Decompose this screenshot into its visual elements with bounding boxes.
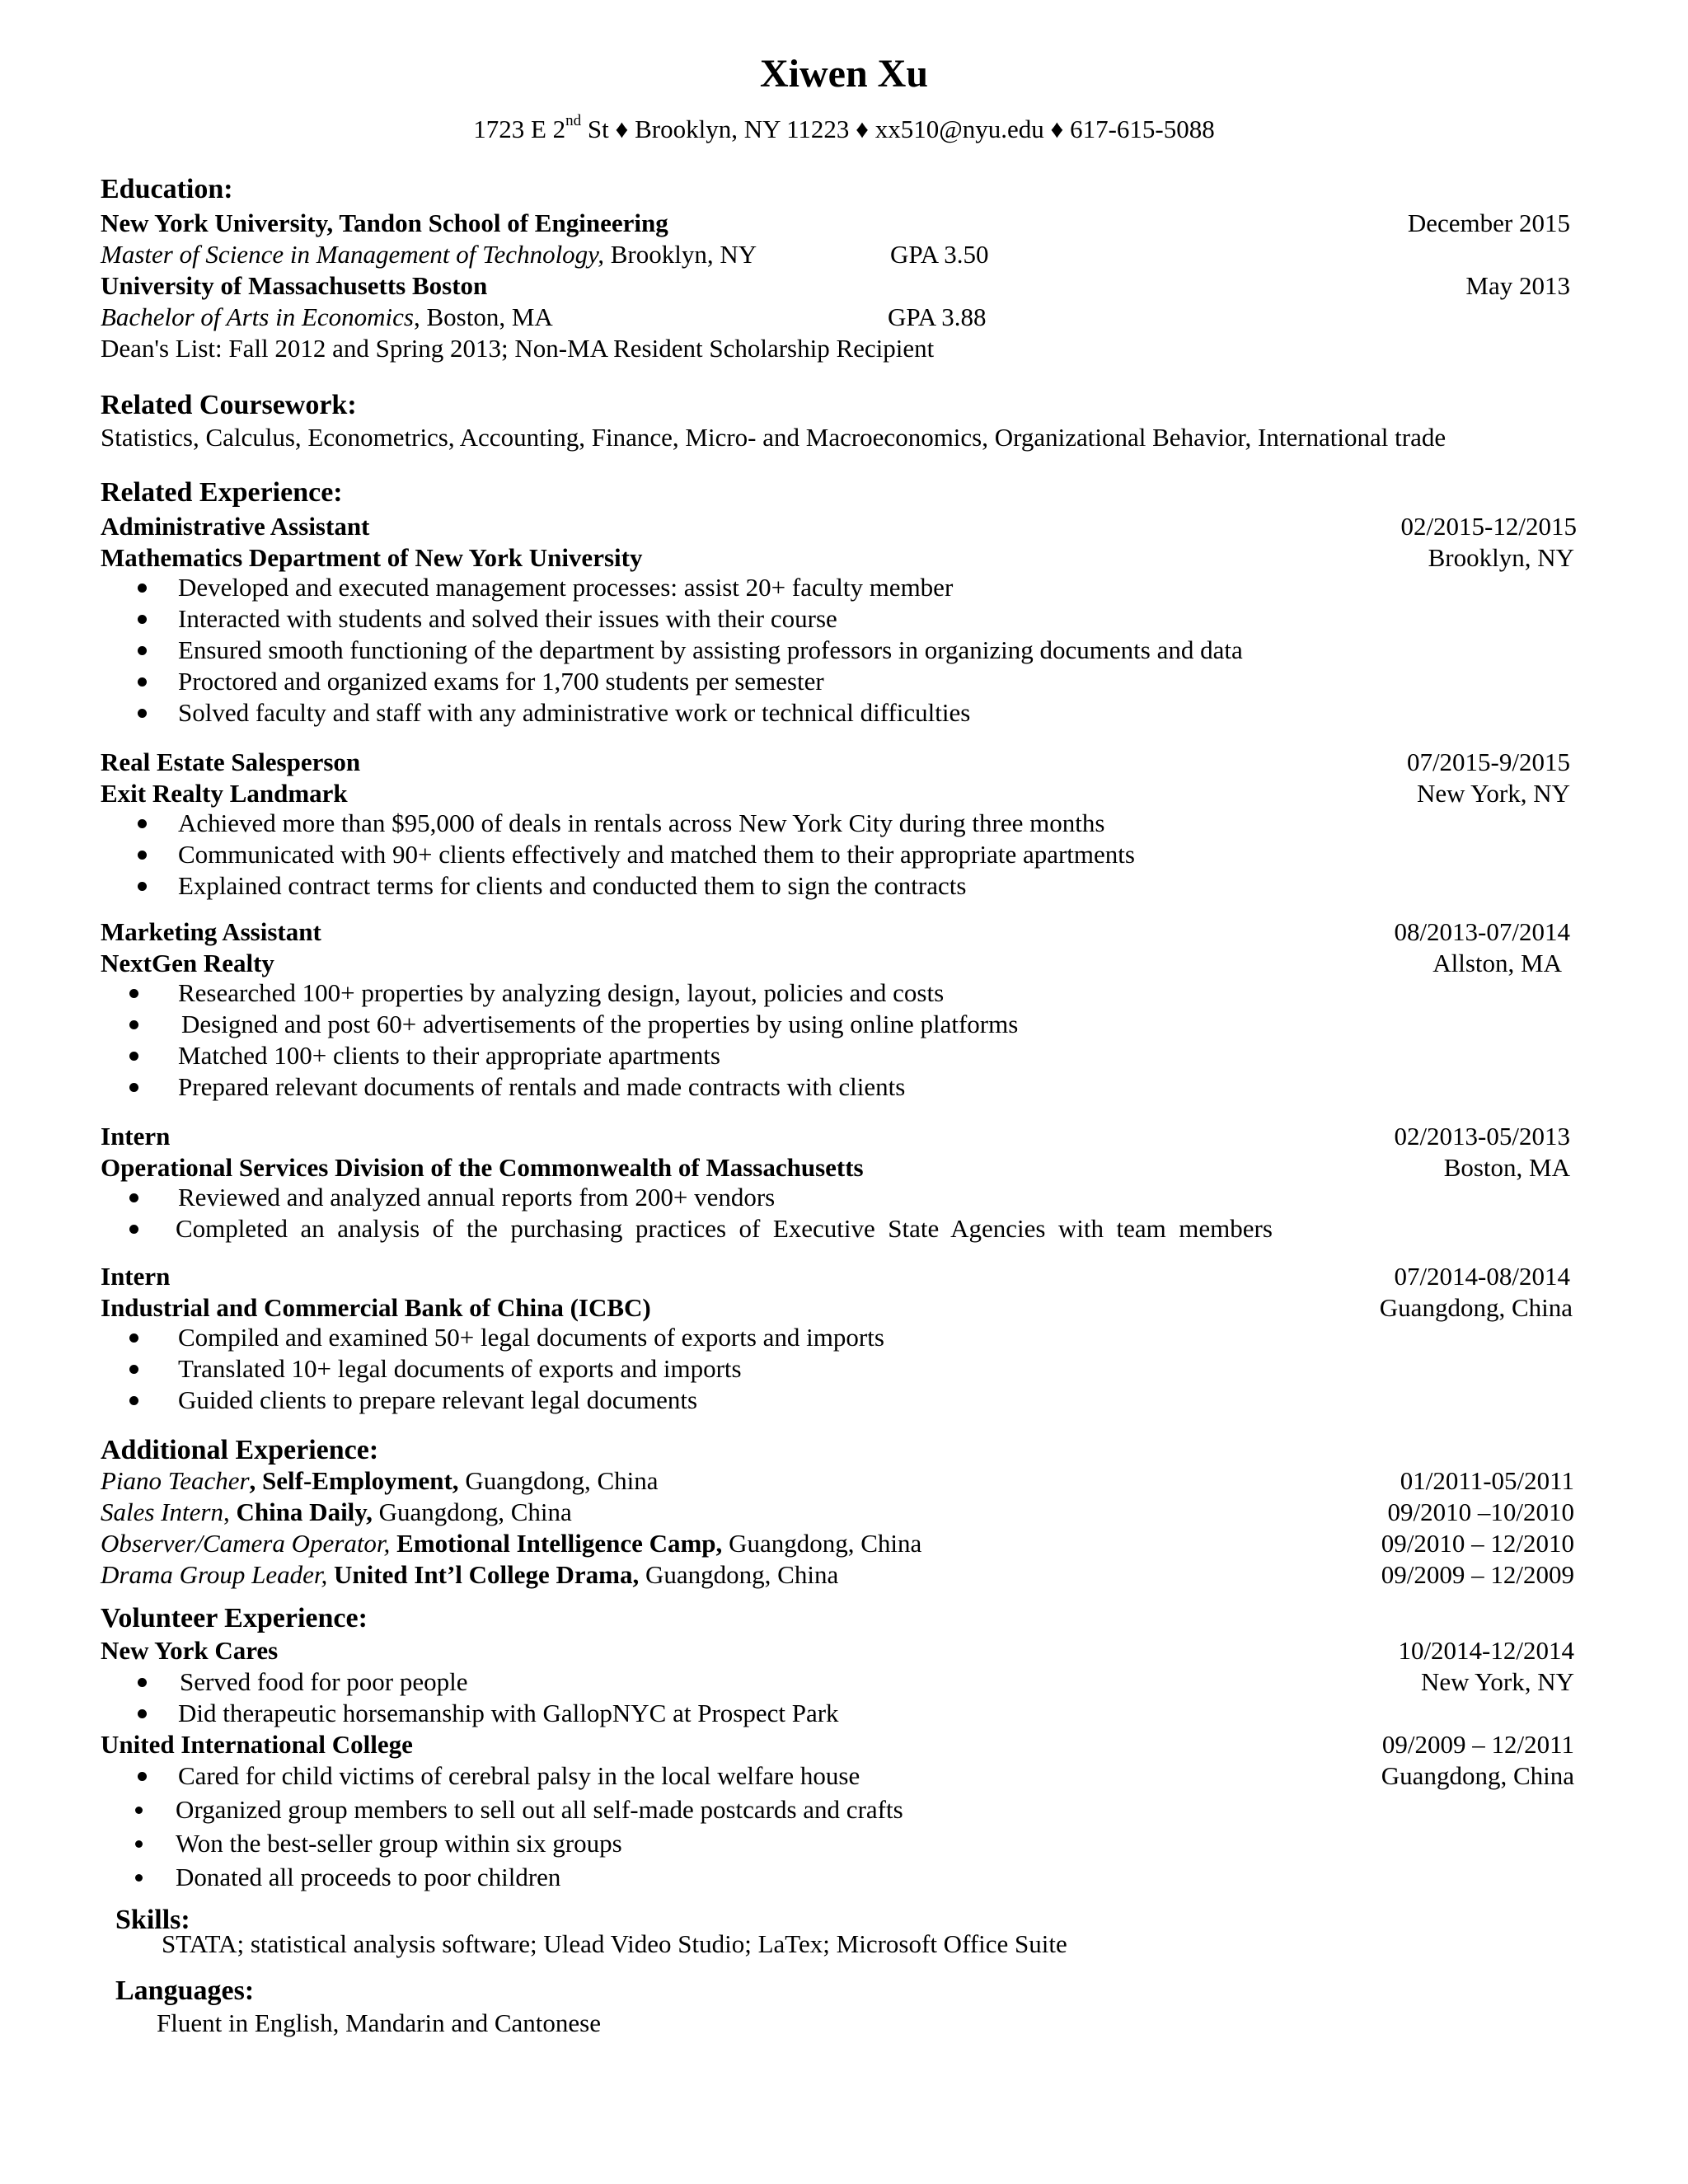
bullet-icon [135, 1874, 143, 1882]
bullet-icon [129, 989, 138, 998]
address-ordinal: nd [565, 111, 582, 129]
job-org: Operational Services Division of the Commonwealth of Massachusetts [101, 1153, 864, 1182]
bullet-icon [138, 819, 147, 828]
job-org: NextGen Realty [101, 949, 274, 977]
additional-role: Observer/Camera Operator, [101, 1529, 391, 1558]
volunteer-bullet: Won the best-seller group within six groups [176, 1829, 622, 1858]
bullet-icon [138, 677, 147, 687]
skills-text: STATA; statistical analysis software; Ulead Video Studio; LaTex; Microsoft Office Suite [162, 1929, 1067, 1958]
bullet-icon [138, 882, 147, 891]
additional-sep: , [223, 1497, 237, 1526]
job-bullet: Reviewed and analyzed annual reports from 200+ vendors [178, 1183, 776, 1212]
volunteer-date: 09/2009 – 12/2011 [1381, 1730, 1574, 1759]
job-date: 08/2013-07/2014 [1394, 917, 1570, 946]
coursework-heading: Related Coursework: [101, 390, 357, 420]
experience-heading: Related Experience: [101, 477, 343, 508]
skills-heading: Skills: [115, 1905, 190, 1935]
job-title: Intern [101, 1122, 171, 1151]
volunteer-date: 10/2014-12/2014 [1398, 1636, 1574, 1665]
umb-degree-line [101, 302, 553, 333]
honors-line: Dean's List: Fall 2012 and Spring 2013; Non-MA Resident Scholarship Recipient [101, 334, 935, 363]
additional-org: , Self-Employment, [249, 1466, 459, 1495]
additional-date: 09/2010 – 12/2010 [1381, 1529, 1574, 1558]
volunteer-bullet: Did therapeutic horsemanship with GallopNYC at Prospect Park [178, 1699, 839, 1727]
bullet-icon [138, 615, 147, 624]
job-bullet: Completed an analysis of the purchasing practices of Executive State Agencies with team members [176, 1214, 1273, 1243]
additional-place: Guangdong, China [722, 1529, 922, 1558]
address-rest: St ♦ Brooklyn, NY 11223 ♦ xx510@nyu.edu ♦ 617-615-5088 [581, 115, 1215, 143]
additional-place: Guangdong, China [372, 1497, 572, 1526]
bullet-icon [138, 1678, 147, 1687]
additional-place: Guangdong, China [458, 1466, 659, 1495]
volunteer-bullet: Cared for child victims of cerebral palsy in the local welfare house [178, 1761, 860, 1790]
additional-role: Sales Intern [101, 1497, 223, 1526]
additional-org: China Daily, [236, 1497, 373, 1526]
additional-sep [327, 1560, 334, 1589]
nyu-school: New York University, Tandon School of Engineering [101, 209, 668, 237]
job-org: Mathematics Department of New York University [101, 543, 643, 572]
nyu-degree: Master of Science in Management of Technology, [101, 240, 604, 269]
additional-row [101, 1465, 659, 1497]
umb-degree: Bachelor of Arts in Economics [101, 302, 414, 331]
job-bullet: Communicated with 90+ clients effectively and matched them to their appropriate apartments [178, 840, 1135, 869]
bullet-icon [138, 709, 147, 718]
coursework-text: Statistics, Calculus, Econometrics, Accounting, Finance, Micro- and Macroeconomics, Organizational Behavior, International trade [101, 423, 1447, 452]
job-bullet: Explained contract terms for clients and conducted them to sign the contracts [178, 871, 967, 900]
umb-gpa: GPA 3.88 [888, 302, 987, 331]
job-location: Guangdong, China [1379, 1293, 1573, 1322]
additional-org: United Int’l College Drama, [334, 1560, 640, 1589]
job-date: 07/2015-9/2015 [1406, 748, 1570, 776]
nyu-date: December 2015 [1407, 209, 1570, 237]
volunteer-org: United International College [101, 1730, 413, 1759]
bullet-icon [138, 851, 147, 860]
job-location: Allston, MA [1432, 949, 1562, 977]
candidate-name: Xiwen Xu [759, 52, 929, 96]
job-org: Industrial and Commercial Bank of China (ICBC) [101, 1293, 651, 1322]
additional-role: Drama Group Leader, [101, 1560, 328, 1589]
job-bullet: Compiled and examined 50+ legal documents of exports and imports [178, 1323, 884, 1352]
nyu-degree-line [101, 239, 757, 270]
additional-date: 09/2010 –10/2010 [1387, 1497, 1574, 1526]
bullet-icon [129, 1396, 138, 1405]
languages-heading: Languages: [115, 1975, 255, 2006]
additional-date: 01/2011-05/2011 [1400, 1466, 1574, 1495]
additional-role: Piano Teacher [101, 1466, 250, 1495]
additional-row [101, 1559, 838, 1591]
bullet-icon [135, 1807, 143, 1814]
bullet-icon [138, 583, 147, 593]
nyu-location: Brooklyn, NY [603, 240, 757, 269]
volunteer-location: Guangdong, China [1381, 1761, 1574, 1790]
job-org: Exit Realty Landmark [101, 779, 348, 808]
job-bullet: Guided clients to prepare relevant legal documents [178, 1385, 698, 1414]
job-title: Intern [101, 1262, 171, 1291]
bullet-icon [129, 1333, 138, 1343]
bullet-icon [129, 1193, 138, 1202]
languages-text: Fluent in English, Mandarin and Cantonese [157, 2008, 601, 2037]
additional-date: 09/2009 – 12/2009 [1381, 1560, 1574, 1589]
nyu-gpa: GPA 3.50 [890, 240, 989, 269]
job-bullet: Prepared relevant documents of rentals and made contracts with clients [178, 1072, 906, 1101]
additional-heading: Additional Experience: [101, 1435, 379, 1465]
job-location: New York, NY [1416, 779, 1570, 808]
volunteer-heading: Volunteer Experience: [101, 1603, 368, 1633]
bullet-icon [138, 1709, 147, 1718]
job-title: Administrative Assistant [101, 512, 370, 541]
job-bullet: Achieved more than $95,000 of deals in rentals across New York City during three months [178, 808, 1105, 837]
additional-org: Emotional Intelligence Camp, [396, 1529, 723, 1558]
bullet-icon [138, 646, 147, 655]
volunteer-bullet: Donated all proceeds to poor children [176, 1863, 561, 1891]
job-date: 02/2013-05/2013 [1394, 1122, 1570, 1151]
umb-location: , Boston, MA [414, 302, 553, 331]
volunteer-org: New York Cares [101, 1636, 279, 1665]
job-bullet: Translated 10+ legal documents of exports and imports [178, 1354, 742, 1383]
bullet-icon [135, 1840, 143, 1848]
education-heading: Education: [101, 174, 233, 204]
additional-row [101, 1497, 572, 1528]
job-title: Real Estate Salesperson [101, 748, 361, 776]
bullet-icon [129, 1020, 138, 1029]
volunteer-bullet: Organized group members to sell out all self-made postcards and crafts [176, 1795, 903, 1824]
contact-line [0, 111, 1688, 145]
job-title: Marketing Assistant [101, 917, 321, 946]
bullet-icon [138, 1772, 147, 1781]
job-date: 02/2015-12/2015 [1400, 512, 1577, 541]
umb-date: May 2013 [1465, 271, 1570, 300]
additional-sep [390, 1529, 396, 1558]
job-bullet: Developed and executed management processes: assist 20+ faculty member [178, 573, 954, 602]
job-bullet: Matched 100+ clients to their appropriate apartments [178, 1041, 720, 1070]
job-bullet: Solved faculty and staff with any administrative work or technical difficulties [178, 698, 971, 727]
additional-row [101, 1528, 921, 1559]
address-start: 1723 E 2 [473, 115, 566, 143]
umb-school: University of Massachusetts Boston [101, 271, 488, 300]
bullet-icon [129, 1225, 138, 1234]
job-bullet: Ensured smooth functioning of the department by assisting professors in organizing documents and data [178, 635, 1243, 664]
additional-place: Guangdong, China [639, 1560, 839, 1589]
job-bullet: Interacted with students and solved their issues with their course [178, 604, 837, 633]
job-bullet: Proctored and organized exams for 1,700 students per semester [178, 667, 824, 696]
job-bullet: Designed and post 60+ advertisements of the properties by using online platforms [181, 1010, 1019, 1038]
bullet-icon [129, 1052, 138, 1061]
job-location: Boston, MA [1443, 1153, 1570, 1182]
bullet-icon [129, 1365, 138, 1374]
job-bullet: Researched 100+ properties by analyzing design, layout, policies and costs [178, 978, 945, 1007]
job-date: 07/2014-08/2014 [1394, 1262, 1570, 1291]
bullet-icon [129, 1083, 138, 1092]
volunteer-bullet: Served food for poor people [180, 1667, 468, 1696]
job-location: Brooklyn, NY [1428, 543, 1574, 572]
volunteer-location: New York, NY [1420, 1667, 1574, 1696]
